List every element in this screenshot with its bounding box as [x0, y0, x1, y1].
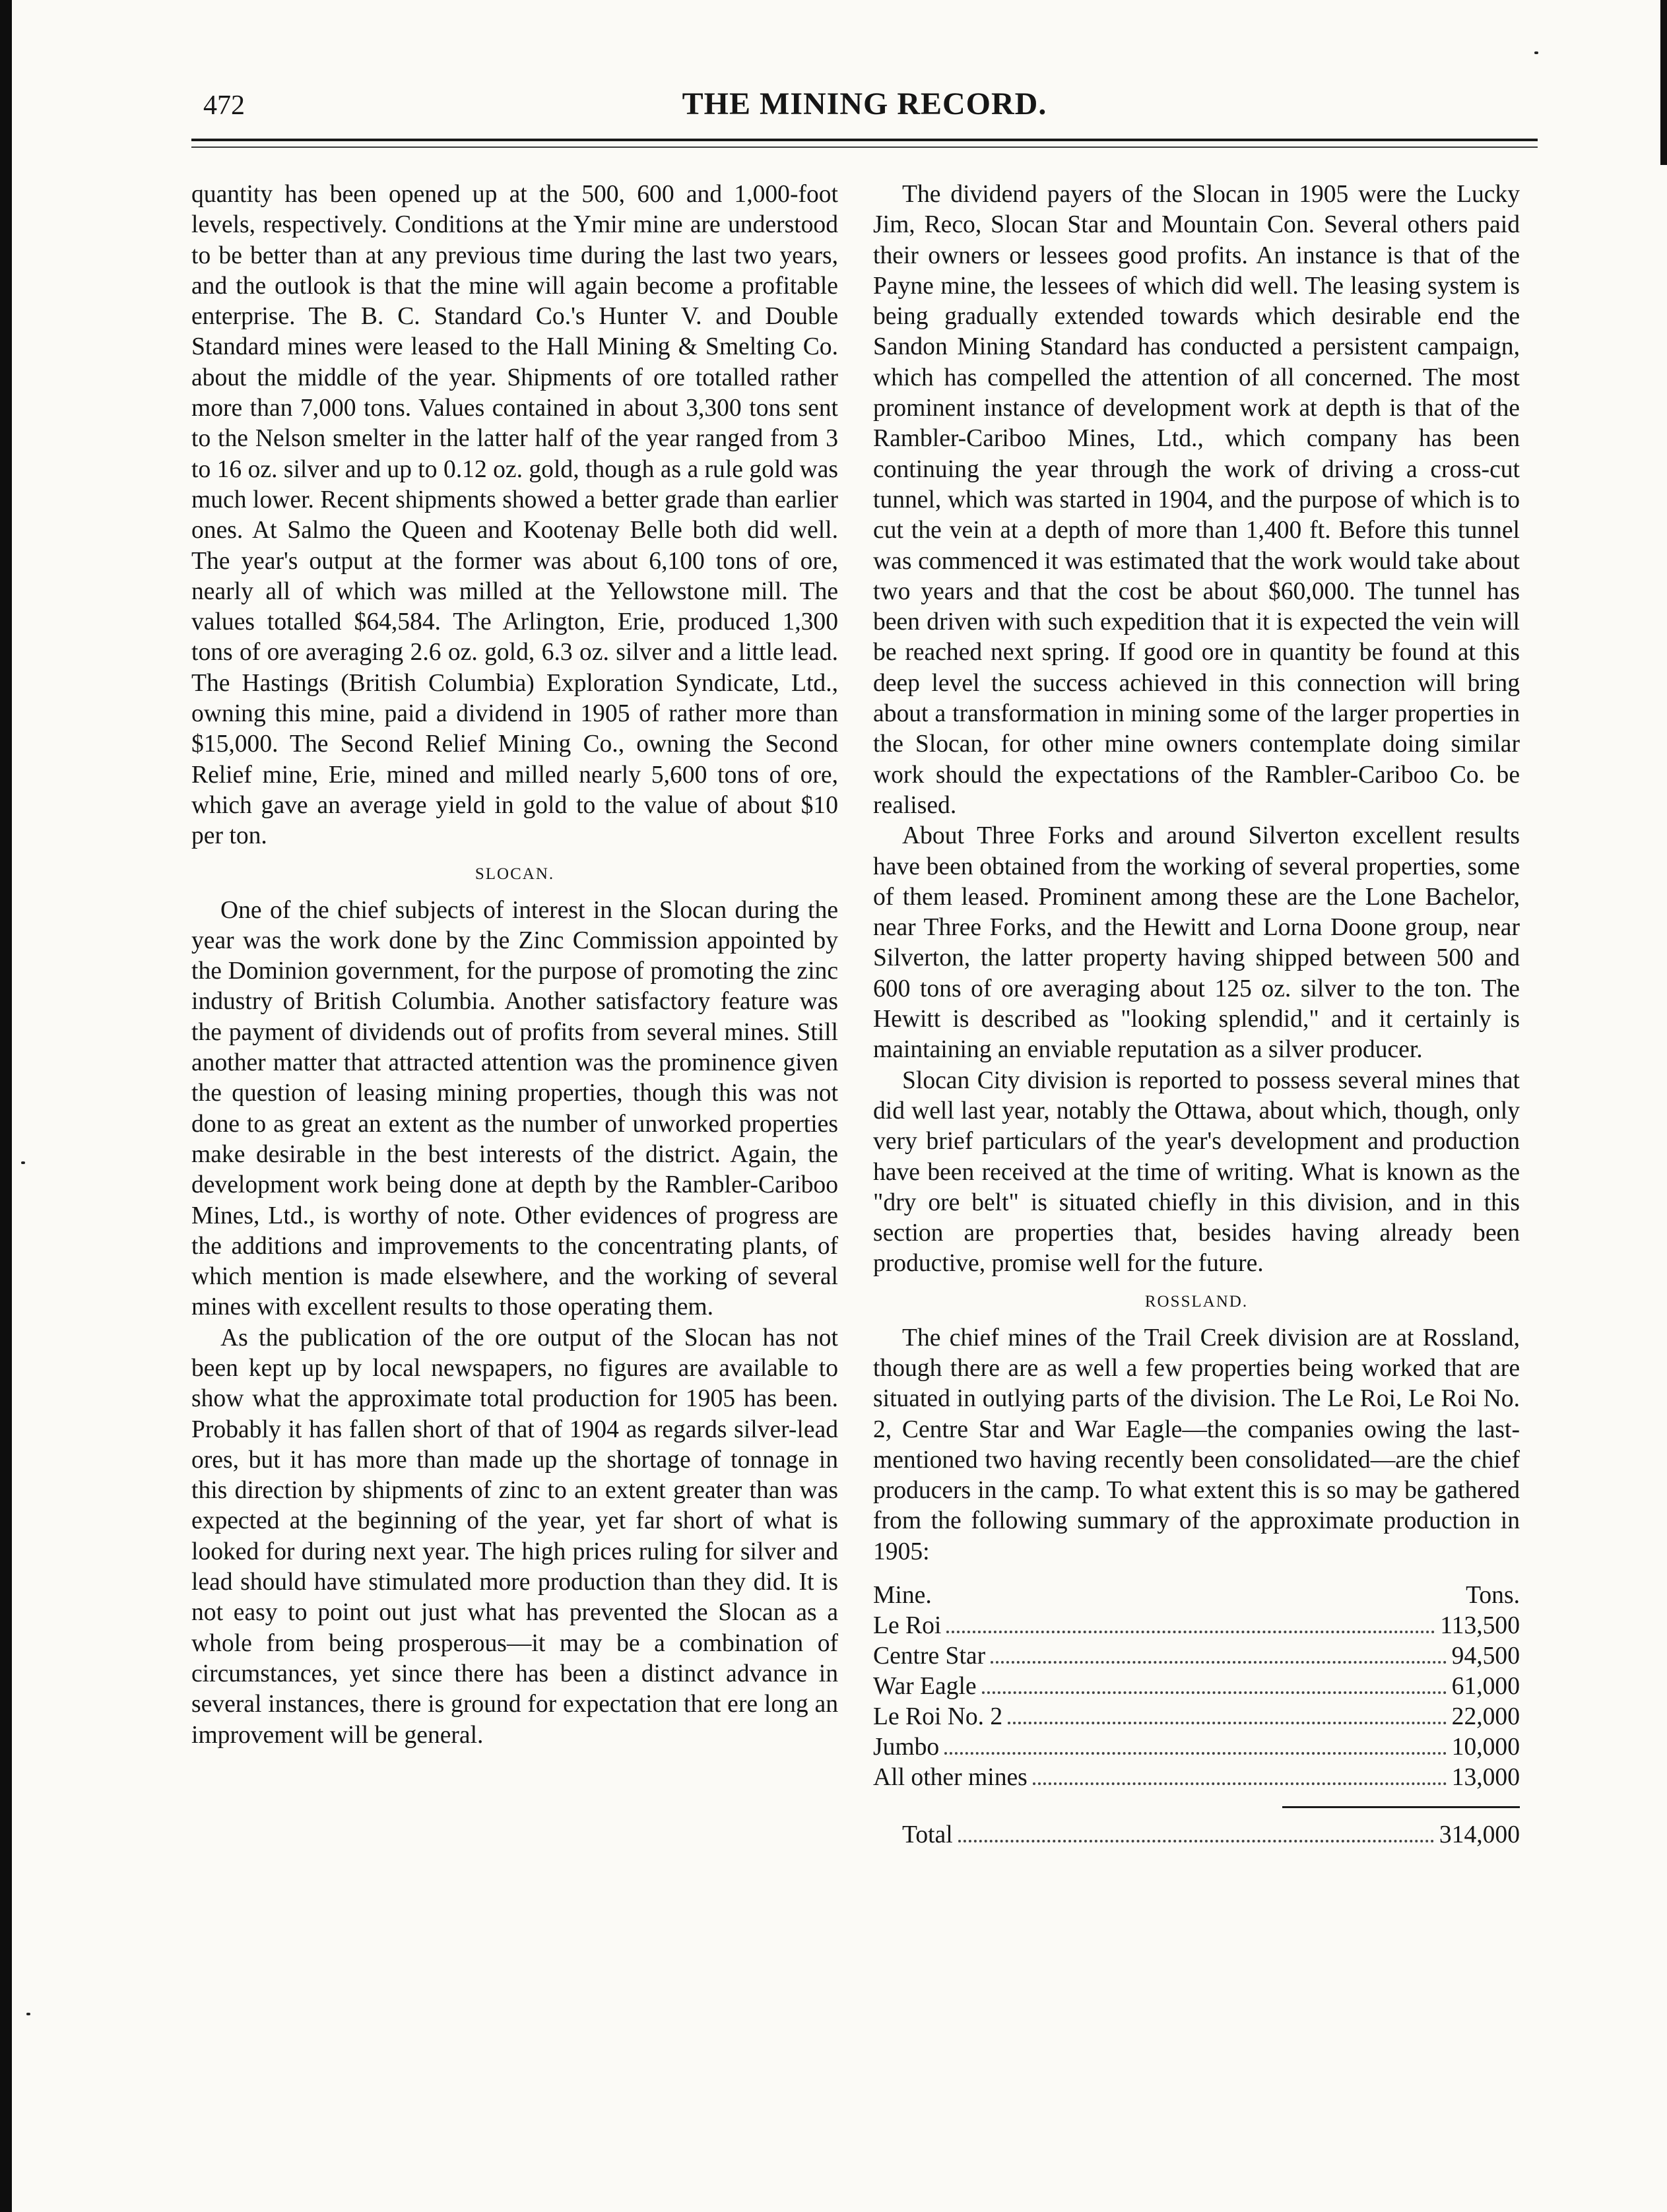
paragraph: Slocan City division is reported to possess several mines that did well last year, notably the Ottawa, about which, though, only very brief particulars of the year's development and production have been received at the time of writing. What is known as the "dry ore belt" is situated chiefly in this division, and in this section are properties that, besides having already been productive, promise well for the future. — [873, 1066, 1520, 1278]
scan-speck — [26, 2013, 30, 2015]
paragraph: The dividend payers of the Slocan in 1905 were the Lucky Jim, Reco, Slocan Star and Mountain Con. Several others paid their owners or lessees good profits. An instance is that of the Payne mine, the lessees of which did well. The leasing system is being gradually extended towards which desirable end the Sandon Mining Standard has conducted a persistent campaign, which has compelled the attention of all concerned. The most prominent instance of development work at depth is that of the Rambler-Cariboo Mines, Ltd., which company has been continuing the year through the work of driving a cross-cut tunnel, which was started in 1904, and the purpose of which is to cut the vein at a depth of more than 1,400 ft. Before this tunnel was commenced it was estimated that the work would take about two years and that the cost be about $60,000. The tunnel has been driven with such expedition that it is expected the vein will be reached next spring. If good ore in quantity be found at this deep level the success achieved in this connection will bring about a transformation in mining some of the larger properties in the Slocan, for other mine owners contemplate doing similar work should the expectations of the Rambler-Cariboo Co. be realised. — [873, 181, 1520, 819]
dot-leader — [982, 1691, 1447, 1694]
mine-tons: 61,000 — [1451, 1673, 1520, 1701]
table-row — [873, 1702, 1520, 1732]
mine-name: Centre Star — [873, 1643, 986, 1670]
table-total-row — [873, 1820, 1520, 1850]
mine-tons: 94,500 — [1451, 1643, 1520, 1670]
dot-leader — [944, 1752, 1446, 1755]
mine-tons: 22,000 — [1451, 1703, 1520, 1731]
mine-name: Jumbo — [873, 1734, 940, 1761]
table-row — [873, 1732, 1520, 1763]
scan-speck — [1534, 51, 1538, 54]
dot-leader — [991, 1661, 1447, 1664]
production-table — [873, 1580, 1520, 1850]
dot-leader — [1033, 1782, 1447, 1785]
table-row — [873, 1763, 1520, 1793]
table-header-tons: Tons. — [1466, 1582, 1520, 1610]
mine-tons: 113,500 — [1440, 1612, 1520, 1640]
page-number: 472 — [203, 90, 245, 121]
section-heading-slocan: SLOCAN. — [474, 864, 555, 883]
table-header — [873, 1580, 1520, 1611]
paragraph: About Three Forks and around Silverton excellent results have been obtained from the working of several properties, some of them leased. Prominent among these are the Lone Bachelor, near Three Forks, and the Hewitt and Lorna Doone group, near Silverton, the latter property having shipped between 500 and 600 tons of ore averaging about 125 oz. silver to the ton. The Hewitt is described as "looking splendid," and it certainly is maintaining an enviable reputation as a silver producer. — [873, 822, 1520, 1064]
scan-speck — [21, 1161, 25, 1164]
total-tons: 314,000 — [1439, 1821, 1520, 1849]
dot-leader — [946, 1631, 1435, 1633]
left-column — [191, 179, 838, 1751]
scan-edge-right — [1660, 0, 1667, 165]
scan-edge-left — [0, 0, 12, 2212]
running-title: THE MINING RECORD. — [682, 86, 1047, 121]
header-rule — [191, 139, 1538, 141]
total-label: Total — [902, 1821, 953, 1849]
table-header-mine: Mine. — [873, 1582, 932, 1610]
paragraph: One of the chief subjects of interest in the Slocan during the year was the work done by the Zinc Commission appointed by the Dominion government, for the purpose of promoting the zinc industry of British Columbia. Another satisfactory feature was the payment of dividends out of profits from several mines. Still another matter that attracted attention was the prominence given the question of leasing mining properties, though this was not done to as great an extent as the number of unworked properties make desirable in the best interests of the district. Again, the development work being done at depth by the Rambler-Cariboo Mines, Ltd., is worthy of note. Other evidences of progress are the additions and improvements to the concentrating plants, of which mention is made elsewhere, and the working of several mines with excellent results to those operating them. — [191, 896, 838, 1321]
section-heading-rossland: ROSSLAND. — [1144, 1292, 1249, 1311]
table-row — [873, 1672, 1520, 1702]
mine-name: All other mines — [873, 1764, 1028, 1792]
total-rule — [1282, 1806, 1520, 1808]
mine-name: Le Roi No. 2 — [873, 1703, 1003, 1731]
dot-leader — [1008, 1722, 1446, 1724]
header-rule-thin — [191, 146, 1538, 148]
mine-name: Le Roi — [873, 1612, 942, 1640]
paragraph: The chief mines of the Trail Creek division are at Rossland, though there are as well a few properties being worked that are situated in outlying parts of the division. The Le Roi, Le Roi No. 2, Centre Star and War Eagle—the companies owing the last-mentioned two having recently been consolidated—are the chief producers in the camp. To what extent this is so may be gathered from the following summary of the approximate production in 1905: — [873, 1324, 1520, 1565]
mine-name: War Eagle — [873, 1673, 977, 1701]
table-row — [873, 1611, 1520, 1641]
page-header — [191, 86, 1538, 132]
paragraph: As the publication of the ore output of the Slocan has not been kept up by local newspapers, no figures are available to show what the approximate total production for 1905 has been. Probably it has fallen short of that of 1904 as regards silver-lead ores, but it has more than made up the shortage of tonnage in this direction by shipments of zinc to an extent greater than was expected at the beginning of the year, yet far short of what is looked for during next year. The high prices ruling for silver and lead should have stimulated more production than they did. It is not easy to point out just what has prevented the Slocan as a whole from being prosperous—it may be a combination of circumstances, yet since there has been a distinct advance in several instances, there is ground for expectation that ere long an improvement will be general. — [191, 1324, 838, 1749]
table-row — [873, 1641, 1520, 1672]
paragraph: quantity has been opened up at the 500, 600 and 1,000-foot levels, respectively. Conditions at the Ymir mine are understood to be better than at any previous time during the last two years, and the outlook is that the mine will again become a profitable enterprise. The B. C. Standard Co.'s Hunter V. and Double Standard mines were leased to the Hall Mining & Smelting Co. about the middle of the year. Shipments of ore totalled rather more than 7,000 tons. Values contained in about 3,300 tons sent to the Nelson smelter in the latter half of the year ranged from 3 to 16 oz. silver and up to 0.12 oz. gold, though as a rule gold was much lower. Recent shipments showed a better grade than earlier ones. At Salmo the Queen and Kootenay Belle both did well. The year's output at the former was about 6,100 tons of ore, nearly all of which was milled at the Yellowstone mill. The values totalled $64,584. The Arlington, Erie, produced 1,300 tons of ore averaging 2.6 oz. gold, 6.3 oz. silver and a little lead. The Hastings (British Columbia) Exploration Syndicate, Ltd., owning this mine, paid a dividend in 1905 of rather more than $15,000. The Second Relief Mining Co., owning the Second Relief mine, Erie, mined and milled nearly 5,600 tons of ore, which gave an average yield in gold to the value of about $10 per ton. — [191, 181, 839, 850]
dot-leader — [958, 1840, 1434, 1842]
right-column — [873, 179, 1520, 1850]
mine-tons: 10,000 — [1451, 1734, 1520, 1761]
mine-tons: 13,000 — [1451, 1764, 1520, 1792]
